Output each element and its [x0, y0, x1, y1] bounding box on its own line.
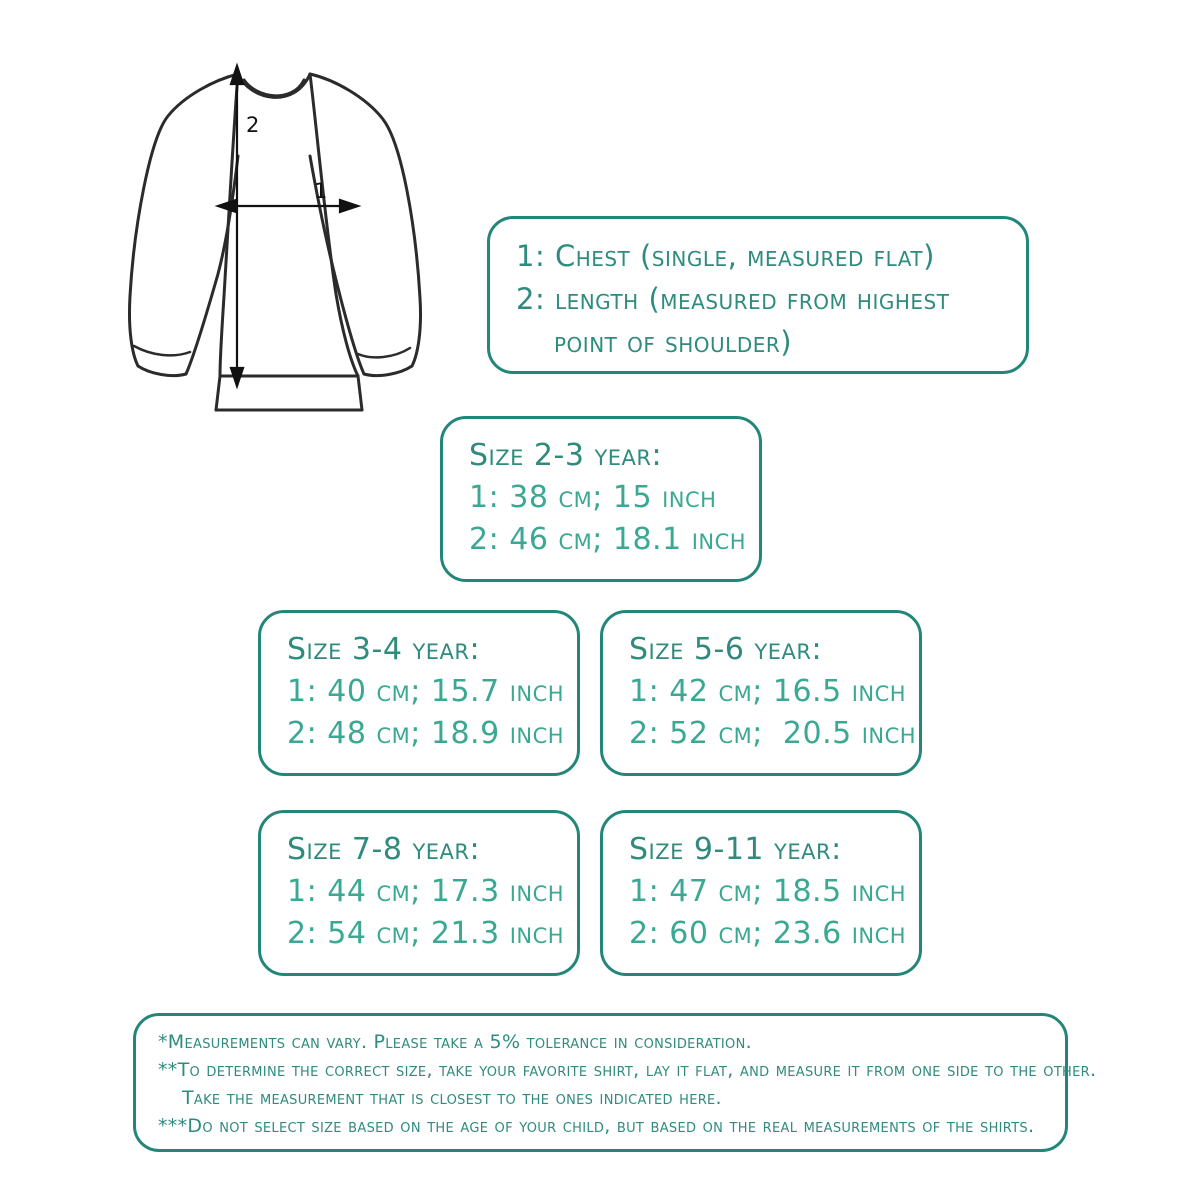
size-card-length: 2: 46 cm; 18.1 inch — [469, 522, 747, 557]
size-card-title: Size 3-4 year: — [287, 632, 481, 667]
size-card-chest: 1: 47 cm; 18.5 inch — [629, 874, 907, 909]
note-measure-method-cont: Take the measurement that is closest to the ones indicated here. — [182, 1087, 722, 1109]
size-card-5-6 — [600, 610, 922, 776]
size-card-chest: 1: 44 cm; 17.3 inch — [287, 874, 565, 909]
legend-line-chest: 1: Chest (single, measured flat) — [516, 239, 935, 273]
size-card-7-8 — [258, 810, 580, 976]
size-card-length: 2: 54 cm; 21.3 inch — [287, 916, 565, 951]
size-card-title: Size 9-11 year: — [629, 832, 842, 867]
size-card-2-3 — [440, 416, 762, 582]
chest-marker-label: 1 — [314, 179, 328, 203]
size-card-title: Size 7-8 year: — [287, 832, 481, 867]
length-marker-label: 2 — [246, 113, 260, 137]
size-card-title: Size 2-3 year: — [469, 438, 663, 473]
garment-illustration — [110, 30, 470, 420]
note-tolerance: *Measurements can vary. Please take a 5% tolerance in consideration. — [158, 1031, 752, 1053]
size-card-length: 2: 48 cm; 18.9 inch — [287, 716, 565, 751]
size-card-length: 2: 52 cm; 20.5 inch — [629, 716, 917, 751]
size-card-length: 2: 60 cm; 23.6 inch — [629, 916, 907, 951]
legend-line-length-cont: point of shoulder) — [554, 325, 793, 359]
legend-line-length: 2: length (measured from highest — [516, 282, 950, 316]
size-card-9-11 — [600, 810, 922, 976]
chest-arrow-head-right — [340, 200, 358, 212]
size-card-chest: 1: 42 cm; 16.5 inch — [629, 674, 907, 709]
sweater-drawing — [110, 30, 470, 420]
legend-box — [487, 216, 1029, 374]
note-age-warning: ***Do not select size based on the age of your child, but based on the real measurements of the shirts. — [158, 1115, 1035, 1137]
size-card-chest: 1: 38 cm; 15 inch — [469, 480, 717, 515]
note-measure-method: **To determine the correct size, take your favorite shirt, lay it flat, and measure it from one side to the other. — [158, 1059, 1097, 1081]
size-card-chest: 1: 40 cm; 15.7 inch — [287, 674, 565, 709]
size-card-3-4 — [258, 610, 580, 776]
chest-arrow-head-left — [218, 200, 236, 212]
notes-box — [133, 1013, 1097, 1152]
size-card-title: Size 5-6 year: — [629, 632, 823, 667]
